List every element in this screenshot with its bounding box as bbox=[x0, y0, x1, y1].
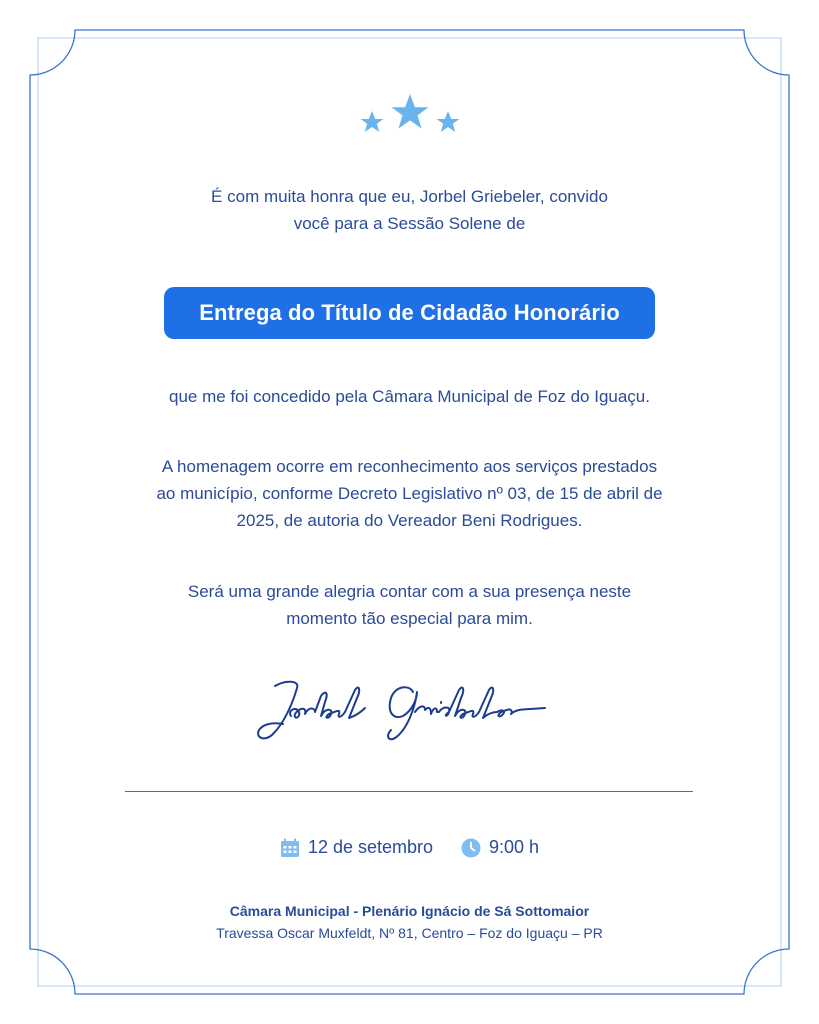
venue-address: Travessa Oscar Muxfeldt, Nº 81, Centro – Foz do Iguaçu – PR bbox=[216, 925, 603, 941]
clock-icon bbox=[461, 838, 481, 858]
intro-line-2: você para a Sessão Solene de bbox=[293, 214, 526, 233]
event-time-text: 9:00 h bbox=[489, 837, 540, 857]
divider bbox=[125, 791, 693, 792]
event-date bbox=[280, 837, 433, 858]
calendar-icon bbox=[280, 838, 300, 858]
joy-text bbox=[0, 578, 819, 632]
homage-line-2: ao município, conforme Decreto Legislativo nº 03, de 15 de abril de bbox=[156, 484, 663, 503]
homage-line-1: A homenagem ocorre em reconhecimento aos serviços prestados bbox=[161, 457, 658, 476]
joy-line-2: momento tão especial para mim. bbox=[286, 609, 533, 628]
three-stars-icon bbox=[356, 90, 464, 142]
homage-line-3: 2025, de autoria do Vereador Beni Rodrigues. bbox=[236, 511, 583, 530]
venue-name: Câmara Municipal - Plenário Ignácio de Sá Sottomaior bbox=[229, 903, 590, 919]
event-date-text: 12 de setembro bbox=[307, 837, 434, 857]
event-datetime bbox=[0, 837, 819, 858]
joy-line-1: Será uma grande alegria contar com a sua presença neste bbox=[187, 582, 632, 601]
conceded-text bbox=[0, 383, 819, 410]
event-title: Entrega do Título de Cidadão Honorário bbox=[164, 287, 655, 339]
intro-text bbox=[0, 183, 819, 237]
event-time bbox=[461, 837, 539, 858]
conceded-line: que me foi concedido pela Câmara Municipal de Foz do Iguaçu. bbox=[168, 387, 650, 406]
homage-text bbox=[0, 453, 819, 534]
handwritten-signature bbox=[245, 672, 575, 746]
intro-line-1: É com muita honra que eu, Jorbel Griebeler, convido bbox=[211, 187, 608, 206]
